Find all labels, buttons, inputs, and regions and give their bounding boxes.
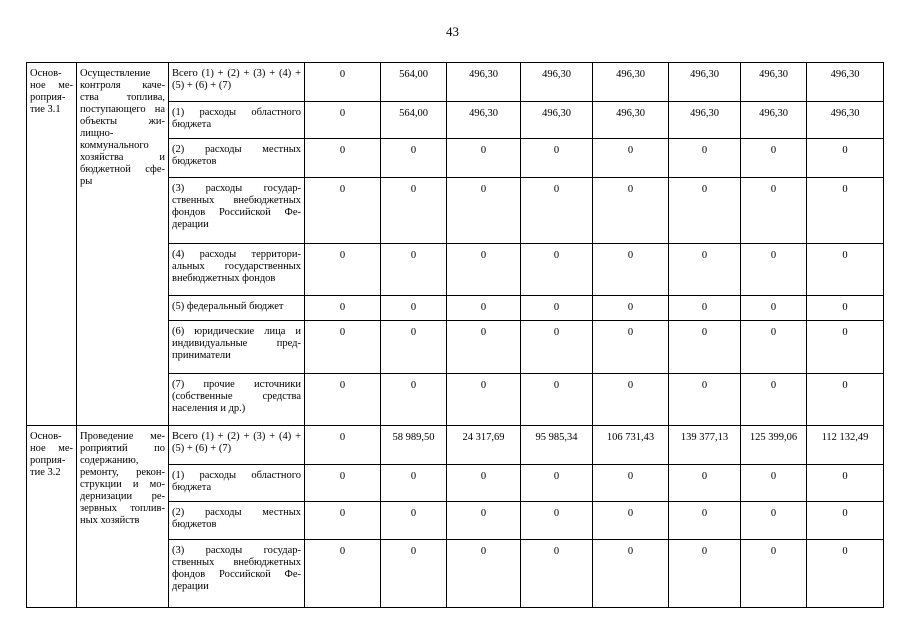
amount-cell: 0 — [381, 374, 447, 426]
event-name-line: струкции и мо- — [80, 479, 165, 490]
amount-cell: 0 — [669, 321, 741, 374]
funding-source-line: дерации — [172, 581, 209, 592]
event-name-line: хозяйства и — [80, 152, 165, 163]
amount-cell: 0 — [669, 296, 741, 321]
amount-cell: 0 — [305, 502, 381, 540]
amount-cell: 0 — [741, 244, 807, 296]
event-category-line: Основ- — [30, 431, 62, 442]
amount-cell: 0 — [521, 244, 593, 296]
funding-source-cell — [169, 244, 305, 296]
funding-source-line: (5) федеральный бюджет — [172, 301, 284, 312]
amount-cell: 0 — [381, 296, 447, 321]
funding-source-line: + (5) + (6) + (7) — [172, 68, 301, 91]
funding-source-cell — [169, 374, 305, 426]
funding-source-line: альных государственных — [172, 261, 301, 272]
funding-source-line: фондов Российской Фе- — [172, 569, 301, 580]
amount-cell: 0 — [593, 502, 669, 540]
funding-source-line: бюджетов — [172, 156, 217, 167]
amount-cell: 0 — [669, 465, 741, 502]
amount-cell: 0 — [807, 540, 884, 608]
event-category-cell — [27, 426, 77, 608]
event-category-line: Основ- — [30, 68, 62, 79]
amount-cell: 0 — [807, 374, 884, 426]
amount-cell: 0 — [741, 502, 807, 540]
amount-cell: 0 — [593, 178, 669, 244]
funding-source-cell — [169, 502, 305, 540]
amount-cell: 0 — [305, 465, 381, 502]
amount-cell: 0 — [305, 178, 381, 244]
amount-cell: 0 — [669, 178, 741, 244]
event-name-line: дернизации ре- — [80, 491, 165, 502]
amount-cell: 496,30 — [669, 63, 741, 102]
funding-source-line: фондов Российской Фе- — [172, 207, 301, 218]
amount-cell: 0 — [305, 244, 381, 296]
amount-cell: 58 989,50 — [381, 426, 447, 465]
amount-cell: 496,30 — [593, 63, 669, 102]
event-category-line: тие 3.2 — [30, 467, 61, 478]
amount-cell: 0 — [669, 502, 741, 540]
amount-cell: 0 — [305, 63, 381, 102]
event-name-line: ремонту, рекон- — [80, 467, 165, 478]
amount-cell: 496,30 — [521, 63, 593, 102]
event-name-line: на объекты жи- — [80, 104, 165, 127]
amount-cell: 0 — [593, 244, 669, 296]
event-name-line: ных хозяйств — [80, 515, 140, 526]
funding-source-cell — [169, 178, 305, 244]
event-category-line: роприя- — [30, 92, 66, 103]
event-category-line: ное ме- — [30, 443, 73, 454]
amount-cell: 24 317,69 — [447, 426, 521, 465]
table-row — [27, 63, 884, 102]
amount-cell: 0 — [741, 374, 807, 426]
amount-cell: 0 — [447, 374, 521, 426]
funding-source-line: бюджетов — [172, 519, 217, 530]
funding-source-line: (3) расходы государ- — [172, 183, 301, 194]
funding-source-line: (2) расходы местных — [172, 507, 301, 518]
amount-cell: 496,30 — [741, 102, 807, 139]
event-category-cell — [27, 63, 77, 426]
amount-cell: 0 — [521, 465, 593, 502]
funding-source-line: бюджета — [172, 119, 212, 130]
amount-cell: 496,30 — [741, 63, 807, 102]
amount-cell: 0 — [593, 321, 669, 374]
funding-source-line: бюджета — [172, 482, 212, 493]
funding-source-cell — [169, 465, 305, 502]
funding-source-line: дерации — [172, 219, 209, 230]
amount-cell: 0 — [305, 540, 381, 608]
amount-cell: 0 — [305, 102, 381, 139]
amount-cell: 0 — [447, 540, 521, 608]
amount-cell: 0 — [305, 374, 381, 426]
amount-cell: 0 — [593, 465, 669, 502]
funding-source-line: (1) расходы областного — [172, 470, 301, 481]
amount-cell: 564,00 — [381, 63, 447, 102]
amount-cell: 496,30 — [807, 102, 884, 139]
funding-source-line: (4) расходы территори- — [172, 249, 301, 260]
amount-cell: 0 — [593, 374, 669, 426]
event-category-line: роприя- — [30, 455, 66, 466]
amount-cell: 0 — [807, 244, 884, 296]
amount-cell: 0 — [381, 178, 447, 244]
amount-cell: 0 — [593, 296, 669, 321]
amount-cell: 564,00 — [381, 102, 447, 139]
funding-source-cell — [169, 321, 305, 374]
event-name-line: зервных топлив- — [80, 503, 165, 514]
amount-cell: 0 — [521, 540, 593, 608]
amount-cell: 496,30 — [447, 63, 521, 102]
amount-cell: 0 — [669, 139, 741, 178]
amount-cell: 0 — [521, 321, 593, 374]
funding-source-cell — [169, 63, 305, 102]
amount-cell: 0 — [807, 139, 884, 178]
amount-cell: 0 — [669, 540, 741, 608]
table-row — [27, 426, 884, 465]
event-name-line: контроля каче- — [80, 80, 165, 91]
amount-cell: 0 — [381, 465, 447, 502]
funding-source-line: (7) прочие источники — [172, 379, 301, 390]
amount-cell: 0 — [447, 321, 521, 374]
amount-cell: 0 — [521, 139, 593, 178]
funding-source-line: приниматели — [172, 350, 231, 361]
funding-source-line: (2) расходы местных — [172, 144, 301, 155]
event-name-line: роприятий по — [80, 443, 165, 454]
amount-cell: 0 — [741, 540, 807, 608]
amount-cell: 0 — [593, 540, 669, 608]
amount-cell: 0 — [305, 321, 381, 374]
amount-cell: 496,30 — [447, 102, 521, 139]
funding-source-line: + (5) + (6) + (7) — [172, 431, 301, 454]
amount-cell: 95 985,34 — [521, 426, 593, 465]
funding-source-line: (1) расходы областного — [172, 107, 301, 118]
amount-cell: 0 — [381, 139, 447, 178]
event-name-cell — [77, 426, 169, 608]
amount-cell: 0 — [521, 502, 593, 540]
funding-source-line: (собственные средства — [172, 391, 301, 402]
amount-cell: 0 — [741, 465, 807, 502]
amount-cell: 106 731,43 — [593, 426, 669, 465]
amount-cell: 496,30 — [669, 102, 741, 139]
amount-cell: 0 — [447, 244, 521, 296]
amount-cell: 0 — [807, 502, 884, 540]
amount-cell: 0 — [741, 178, 807, 244]
amount-cell: 0 — [305, 426, 381, 465]
amount-cell: 0 — [447, 296, 521, 321]
event-name-line: ства топлива, — [80, 92, 165, 103]
amount-cell: 0 — [741, 139, 807, 178]
event-category-line: ное ме- — [30, 80, 73, 91]
amount-cell: 0 — [669, 374, 741, 426]
amount-cell: 125 399,06 — [741, 426, 807, 465]
funding-source-cell — [169, 139, 305, 178]
amount-cell: 0 — [447, 502, 521, 540]
amount-cell: 0 — [381, 502, 447, 540]
amount-cell: 0 — [305, 296, 381, 321]
event-name-line: коммунального — [80, 140, 149, 151]
event-name-line: лищно- — [80, 128, 114, 139]
amount-cell: 0 — [521, 296, 593, 321]
funding-source-cell — [169, 296, 305, 321]
amount-cell: 0 — [381, 244, 447, 296]
event-name-line: Проведение ме- — [80, 431, 165, 442]
amount-cell: 0 — [807, 178, 884, 244]
amount-cell: 0 — [447, 465, 521, 502]
page-number: 43 — [446, 24, 459, 39]
amount-cell: 112 132,49 — [807, 426, 884, 465]
amount-cell: 496,30 — [521, 102, 593, 139]
amount-cell: 496,30 — [593, 102, 669, 139]
funding-source-line: индивидуальные пред- — [172, 338, 301, 349]
event-name-line: ры — [80, 176, 93, 187]
event-name-cell — [77, 63, 169, 426]
amount-cell: 139 377,13 — [669, 426, 741, 465]
funding-source-line: ственных внебюджетных — [172, 557, 301, 568]
funding-source-line: ственных внебюджетных — [172, 195, 301, 206]
event-name-line: Осуществление — [80, 68, 151, 79]
funding-source-line: (3) расходы государ- — [172, 545, 301, 556]
funding-source-cell — [169, 540, 305, 608]
amount-cell: 0 — [305, 139, 381, 178]
event-name-line: содержанию, — [80, 455, 139, 466]
amount-cell: 0 — [807, 465, 884, 502]
funding-source-cell — [169, 426, 305, 465]
funding-source-line: населения и др.) — [172, 403, 246, 414]
amount-cell: 0 — [381, 540, 447, 608]
funding-source-line: Всего (1) + (2) + (3) + (4) — [172, 431, 292, 442]
event-name-line: бюджетной сфе- — [80, 164, 165, 175]
amount-cell: 0 — [593, 139, 669, 178]
amount-cell: 0 — [447, 178, 521, 244]
amount-cell: 0 — [447, 139, 521, 178]
amount-cell: 0 — [521, 178, 593, 244]
funding-source-line: внебюджетных фондов — [172, 273, 276, 284]
budget-table — [26, 62, 884, 608]
amount-cell: 0 — [741, 321, 807, 374]
event-category-line: тие 3.1 — [30, 104, 61, 115]
event-name-line: поступающего — [80, 104, 146, 115]
amount-cell: 0 — [381, 321, 447, 374]
amount-cell: 0 — [741, 296, 807, 321]
amount-cell: 0 — [807, 321, 884, 374]
amount-cell: 0 — [521, 374, 593, 426]
funding-source-line: (6) юридические лица и — [172, 326, 301, 337]
amount-cell: 0 — [807, 296, 884, 321]
funding-source-cell — [169, 102, 305, 139]
funding-source-line: Всего (1) + (2) + (3) + (4) — [172, 68, 292, 79]
amount-cell: 496,30 — [807, 63, 884, 102]
amount-cell: 0 — [669, 244, 741, 296]
